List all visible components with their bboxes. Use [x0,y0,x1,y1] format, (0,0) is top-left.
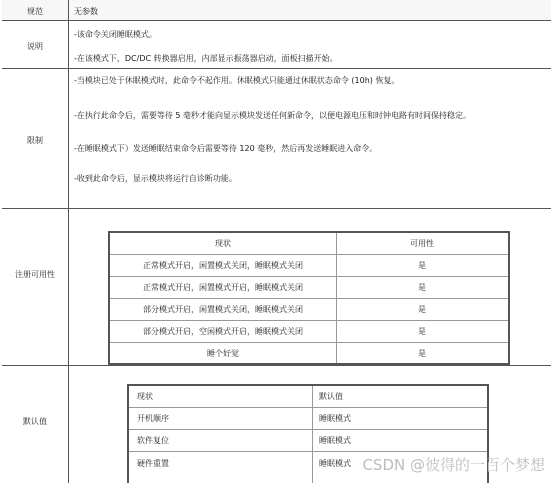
column-divider [68,209,69,365]
status-cell: 软件复位 [137,436,169,445]
status-cell: 硬件重置 [137,458,169,468]
status-cell: 睡个好觉 [207,348,239,358]
availability-header-row [110,233,508,255]
default-cell: 睡眠模式 [319,436,351,445]
description-line: -在该模式下，DC/DC 转换器启用，内部显示振荡器启动，面板扫描开始。 [74,54,338,63]
restriction-line: -在执行此命令后，需要等待 5 毫秒才能向显示模块发送任何新命令，以便电源电压和时钟电路有时间保持稳定。 [74,111,472,120]
table-row [110,343,508,363]
table-row [110,277,508,299]
column-divider [68,21,69,68]
table-row [129,430,487,452]
availability-label: 注册可用性 [15,270,55,279]
table-row [110,299,508,321]
default-cell: 睡眠模式 [319,414,351,423]
defaults-header-row [129,386,487,408]
table-row [110,321,508,343]
restrictions-label: 限制 [27,136,43,145]
spec-value: 无参数 [74,7,98,16]
default-cell: 睡眠模式 [319,458,351,468]
status-cell: 正常模式开启，闲置模式关闭，睡眠模式关闭 [143,261,303,270]
table-row [110,255,508,277]
column-divider [68,69,69,208]
column-divider [68,366,69,483]
availability-header-availability: 可用性 [410,239,434,248]
description-row [2,21,551,69]
restriction-line: -收到此命令后，显示模块将运行自诊断功能。 [74,174,237,183]
spec-row [2,0,551,21]
command-spec-table [2,0,551,483]
defaults-header-default: 默认值 [319,392,343,401]
description-line: -该命令关闭睡眠模式。 [74,30,157,39]
status-cell: 正常模式开启，闲置模式开启，睡眠模式关闭 [143,283,303,292]
availability-cell: 是 [418,283,426,292]
table-row [129,408,487,430]
description-label: 说明 [27,42,43,51]
availability-cell: 是 [418,327,426,336]
restriction-line: -在睡眠模式下）发送睡眠结束命令后需要等待 120 毫秒，然后再发送睡眠进入命令。 [74,144,378,153]
status-cell: 部分模式开启，闲置模式关闭，睡眠模式关闭 [143,305,303,314]
restriction-line: -当模块已处于休眠模式时，此命令不起作用。休眠模式只能通过休眠状态命令 (10h) 恢复。 [74,76,400,85]
availability-cell: 是 [418,261,426,270]
spec-label: 规范 [27,7,43,16]
status-cell: 开机顺序 [137,414,169,423]
restrictions-row [2,69,551,209]
availability-row [2,209,551,366]
availability-header-status: 现状 [215,239,231,248]
availability-cell: 是 [418,348,426,358]
defaults-header-status: 现状 [137,392,153,401]
status-cell: 部分模式开启，空闲模式开启，睡眠模式关闭 [143,327,303,336]
availability-table [108,231,510,365]
watermark: CSDN @彼得的一百个梦想 [362,456,545,474]
defaults-label: 默认值 [23,417,47,426]
column-divider [68,0,69,20]
availability-cell: 是 [418,305,426,314]
